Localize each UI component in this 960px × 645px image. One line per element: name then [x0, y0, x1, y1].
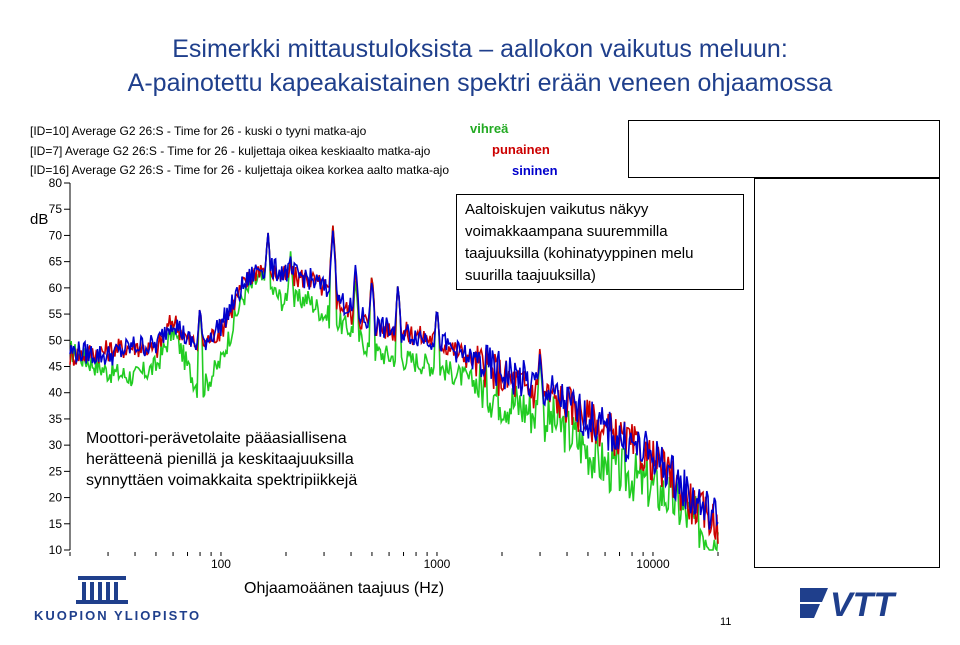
y-tick-label: 80 — [48, 176, 62, 190]
y-tick-label: 45 — [48, 359, 62, 374]
y-tick-label: 75 — [48, 202, 62, 217]
vtt-logo-icon — [800, 582, 920, 622]
y-tick-label: 20 — [48, 490, 62, 505]
slide-title-line-2: A-painotettu kapeakaistainen spektri erään veneen ohjaamossa — [127, 69, 833, 97]
y-tick-label: 15 — [48, 516, 62, 531]
y-tick-label: 60 — [48, 280, 62, 295]
y-tick-label: 40 — [48, 385, 62, 400]
y-tick-label: 65 — [48, 254, 62, 269]
page-number: 11 — [720, 616, 732, 628]
legend-entry-green: [ID=10] Average G2 26:S - Time for 26 - kuski o tyyni matka-ajo — [30, 124, 367, 138]
y-tick-label: 30 — [48, 438, 62, 453]
x-axis-title: Ohjaamoäänen taajuus (Hz) — [244, 580, 445, 597]
x-tick-label: 100 — [210, 557, 231, 571]
y-tick-label: 25 — [48, 464, 62, 479]
x-tick-label: 1000 — [423, 557, 451, 571]
university-logo-icon — [72, 566, 132, 606]
y-tick-label: 10 — [48, 543, 62, 557]
left-annotation-box: Moottori-perävetolaite pääasiallisena herätteenä pienillä ja keskitaajuuksilla synnyttäen voimakkaita spektripiikkejä — [86, 430, 358, 489]
y-tick-label: 50 — [48, 333, 62, 348]
y-axis-label: dB — [30, 211, 49, 228]
legend-color-name-green: vihreä — [470, 121, 509, 136]
y-tick-label: 55 — [48, 307, 62, 322]
legend-entry-blue: [ID=16] Average G2 26:S - Time for 26 - kuljettaja oikea korkea aalto matka-ajo — [30, 163, 449, 177]
slide-title-line-1: Esimerkki mittaustuloksista – aallokon vaikutus meluun: — [172, 35, 788, 63]
vtt-logo-text: VTT — [830, 586, 895, 622]
university-logo-text: KUOPION YLIOPISTO — [34, 608, 202, 623]
y-tick-label: 70 — [48, 228, 62, 243]
right-annotation-box: Aaltoiskujen vaikutus näkyy voimakkaampana suuremmilla taajuuksilla (kohinatyyppinen melu suurilla taajuuksilla) — [456, 194, 744, 290]
legend-color-name-blue: sininen — [512, 163, 558, 178]
legend-entry-red: [ID=7] Average G2 26:S - Time for 26 - kuljettaja oikea keskiaalto matka-ajo — [30, 144, 431, 158]
y-tick-label: 35 — [48, 411, 62, 426]
x-tick-label: 10000 — [636, 557, 670, 571]
legend-color-name-red: punainen — [492, 142, 550, 157]
